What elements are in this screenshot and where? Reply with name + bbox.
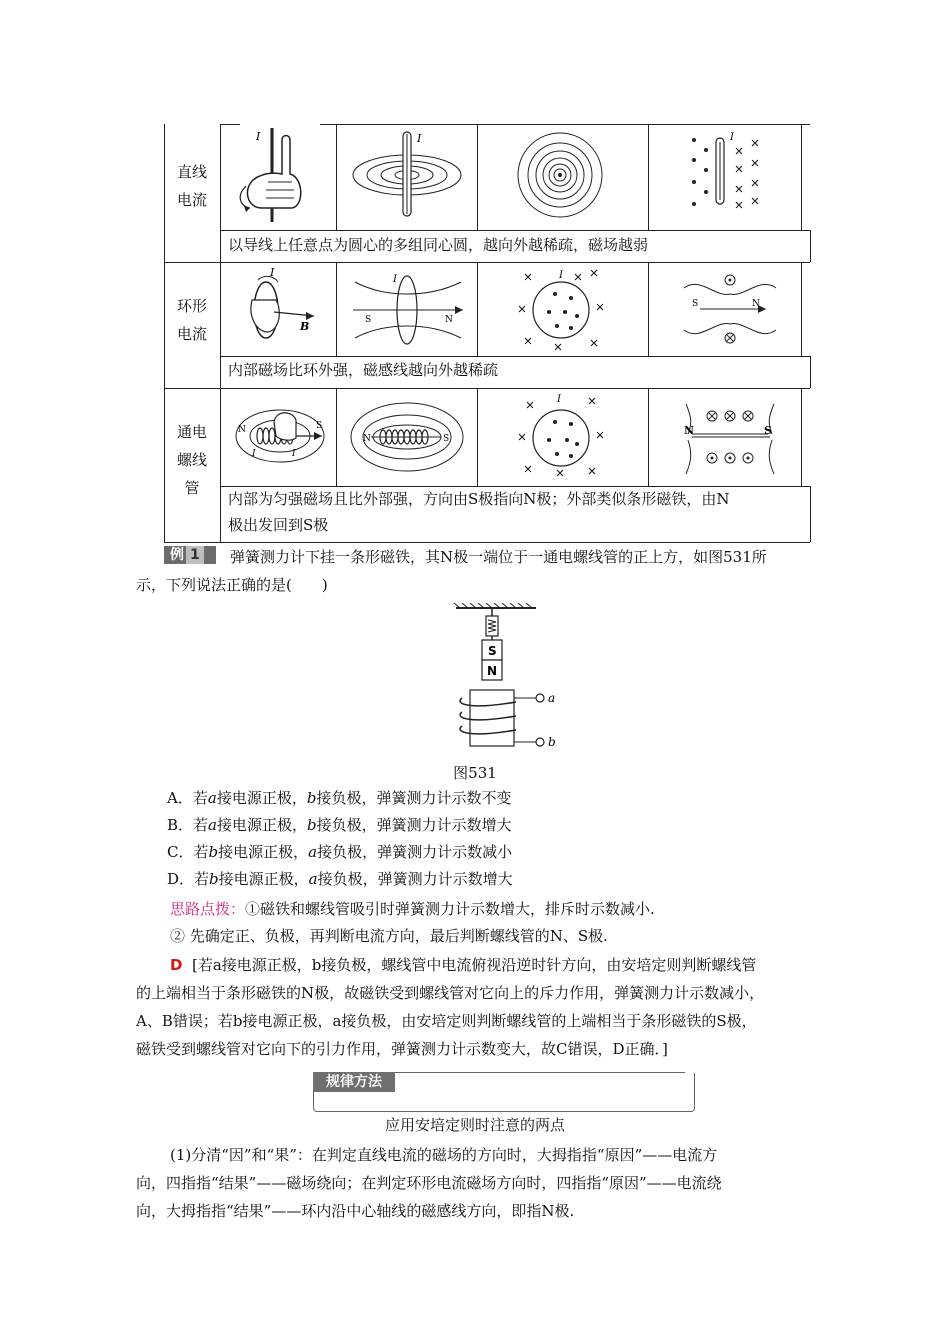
south-label: S [692, 299, 699, 309]
magnetic-field-label: B [300, 320, 310, 333]
option-d: D．若b接电源正极，a接负极，弹簧测力计示数增大 [167, 870, 513, 888]
loop-current-dots-crosses [515, 264, 607, 354]
magnet-s-label: S [488, 644, 497, 658]
row-description-loop: 内部磁场比环外强，磁感线越向外越稀疏 [228, 361, 499, 379]
loop-current-field-lines [345, 268, 470, 352]
hint-label: 思路点拨： [170, 900, 246, 918]
method-line-1: (1)分清“因”和“果”：在判定直线电流的磁场的方向时，大拇指指“原因”——电流方 [170, 1146, 718, 1164]
figure-caption: 图531 [453, 764, 497, 782]
method-line-3: 向，大拇指指“结果”——环内沿中心轴线的磁感线方向，即指N极. [136, 1202, 575, 1220]
spring-scale-solenoid-figure [440, 602, 570, 752]
solenoid-dots-crosses [515, 390, 607, 482]
hint-line-2: ② 先确定正、负极，再判断电流方向，最后判断螺线管的N、S极. [170, 927, 608, 945]
explanation-line-4: 磁铁受到螺线管对它向下的引力作用，弹簧测力计示数变大，故C错误，D正确．] [136, 1040, 668, 1058]
row-label-solenoid: 通电 螺线 管 [176, 423, 207, 497]
current-label: I [292, 449, 296, 459]
solenoid-side-view [680, 394, 780, 480]
option-c: C．若b接电源正极，a接负极，弹簧测力计示数减小 [167, 843, 513, 861]
current-label: I [256, 130, 261, 143]
option-b: B．若a接电源正极，b接负极，弹簧测力计示数增大 [167, 816, 512, 834]
current-label: I [417, 132, 422, 145]
example-question-line2: 示，下列说法正确的是( ) [136, 576, 328, 594]
magnet-n-label: N [487, 664, 498, 678]
explanation-line-1: D [若a接电源正极，b接负极，螺线管中电流俯视沿逆时针方向，由安培定则判断螺线管 [170, 956, 757, 974]
solenoid-field-lines [343, 394, 471, 480]
answer-letter: D [170, 956, 183, 974]
north-label: N [684, 424, 695, 437]
row-label-straight-current: 直线 电流 [176, 163, 207, 209]
loop-current-right-hand-figure [234, 266, 330, 352]
current-label: I [252, 449, 256, 459]
current-label: I [559, 270, 563, 281]
straight-current-dots-crosses [680, 130, 780, 220]
straight-current-right-hand-figure [232, 126, 332, 226]
south-label: S [764, 424, 772, 437]
row-description-solenoid: 内部为匀强磁场且比外部强，方向由S极指向N极；外部类似条形磁铁，由N 极出发回到S极 [228, 490, 730, 534]
south-label: S [443, 434, 450, 444]
straight-current-field-perspective [345, 130, 470, 220]
north-label: N [445, 315, 453, 325]
loop-current-side-view [680, 266, 780, 352]
north-label: N [752, 299, 760, 309]
method-box-top-line [395, 1072, 685, 1073]
north-label: N [238, 425, 246, 435]
current-label: I [393, 274, 397, 285]
row-description-straight: 以导线上任意点为圆心的多组同心圆，越向外越稀疏，磁场越弱 [228, 236, 649, 254]
hint-line-1: 思路点拨：①磁铁和螺线管吸引时弹簧测力计示数增大，排斥时示数减小. [170, 900, 655, 918]
south-label: S [316, 421, 323, 431]
solenoid-right-hand-figure [230, 392, 330, 482]
method-title: 应用安培定则时注意的两点 [384, 1116, 565, 1134]
current-label: I [730, 132, 734, 143]
current-label: I [270, 266, 275, 279]
north-label: N [363, 434, 371, 444]
south-label: S [365, 315, 372, 325]
explanation-line-2: 的上端相当于条形磁铁的N极，故磁铁受到螺线管对它向上的斥力作用，弹簧测力计示数减小， [136, 984, 765, 1002]
terminal-b-label: b [548, 735, 556, 749]
method-tag: 规律方法 [313, 1072, 395, 1092]
option-a: A．若a接电源正极，b接负极，弹簧测力计示数不变 [167, 789, 512, 807]
example-question-line1: 弹簧测力计下挂一条形磁铁，其N极一端位于一通电螺线管的正上方，如图531所 [230, 548, 767, 566]
current-label: I [557, 394, 561, 405]
method-line-2: 向，四指指“结果”——磁场绕向；在判定环形电流磁场方向时，四指指“原因”——电流绕 [136, 1174, 722, 1192]
example-tag: 例 1 [164, 546, 216, 564]
explanation-line-3: A、B错误；若b接电源正极，a接负极，由安培定则判断螺线管的上端相当于条形磁铁的S极， [136, 1012, 757, 1030]
row-label-loop-current: 环形 电流 [176, 297, 207, 343]
terminal-a-label: a [548, 691, 556, 705]
straight-current-concentric-circles [515, 130, 605, 220]
